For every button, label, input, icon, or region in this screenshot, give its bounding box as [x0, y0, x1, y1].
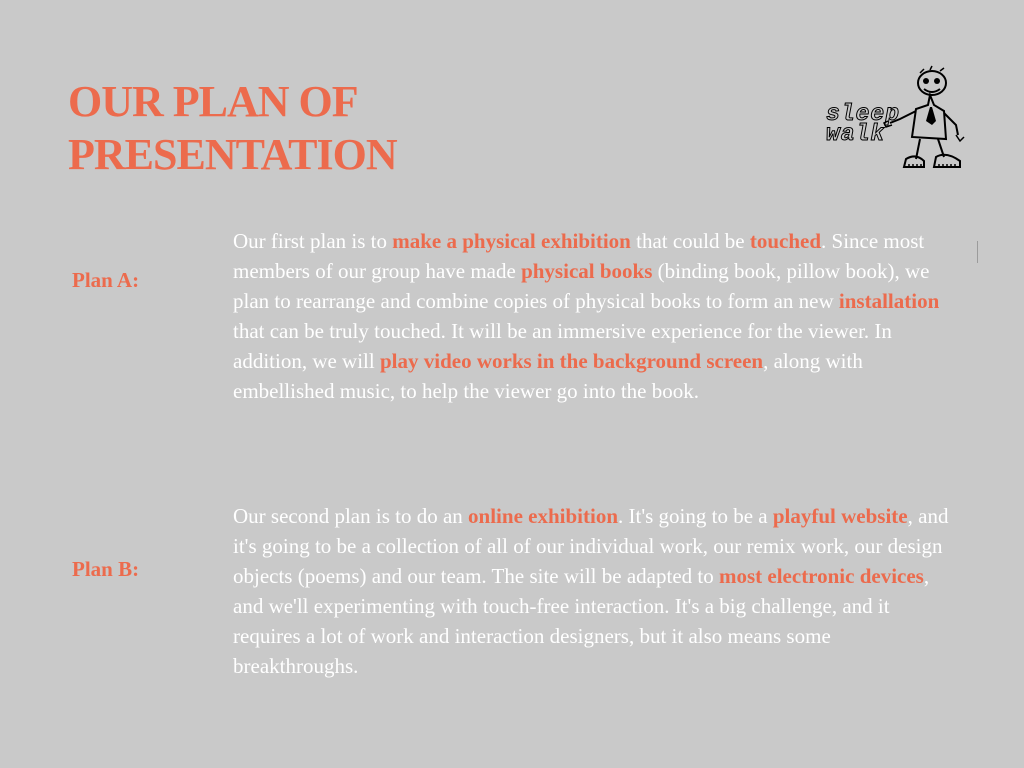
- highlighted-phrase: online exhibition: [468, 504, 618, 528]
- sleepwalker-figure-icon: [820, 65, 972, 177]
- logo-word-bottom: walk: [826, 121, 886, 147]
- text-segment: . It's going to be a: [618, 504, 773, 528]
- logo-word-top: sleep: [826, 101, 901, 127]
- highlighted-phrase: most electronic devices: [718, 564, 924, 588]
- highlighted-phrase: make a physical exhibition: [392, 229, 631, 253]
- sleepwalk-logo: [820, 65, 972, 177]
- edge-marker: [977, 241, 978, 263]
- highlighted-phrase: physical books: [521, 259, 653, 283]
- text-segment: Our first plan is to: [233, 229, 393, 253]
- text-segment: . Since most members of our group have made: [233, 229, 925, 283]
- text-segment: , and we'll experimenting with touch-free interaction. It's a big challenge, and it requires a lot of work and interaction designers, but it also means some breakthroughs.: [233, 564, 930, 678]
- highlighted-phrase: touched: [749, 229, 822, 253]
- plan-a-description: [233, 226, 957, 406]
- plan-a-label: Plan A:: [72, 268, 140, 292]
- text-segment: , along with embellished music, to help the viewer go into the book.: [233, 349, 863, 403]
- highlighted-phrase: installation: [838, 289, 940, 313]
- text-segment: (binding book, pillow book), we plan to rearrange and combine copies of physical books to form an new: [233, 259, 930, 313]
- text-segment: that can be truly touched. It will be an immersive experience for the viewer. In addition, we will: [233, 319, 892, 373]
- highlighted-phrase: playful website: [772, 504, 908, 528]
- title-line-1: OUR PLAN OF: [68, 77, 358, 126]
- plan-b-description: [233, 501, 957, 681]
- text-segment: that could be: [630, 229, 750, 253]
- plan-b-label: Plan B:: [72, 557, 140, 581]
- highlighted-phrase: play video works in the background screen: [379, 349, 764, 373]
- slide-title: [68, 77, 397, 179]
- title-line-2: PRESENTATION: [68, 130, 397, 179]
- text-segment: , and it's going to be a collection of all of our individual work, our remix work, our design objects (poems) and our team. The site will be adapted to: [233, 504, 949, 588]
- text-segment: Our second plan is to do an: [233, 504, 469, 528]
